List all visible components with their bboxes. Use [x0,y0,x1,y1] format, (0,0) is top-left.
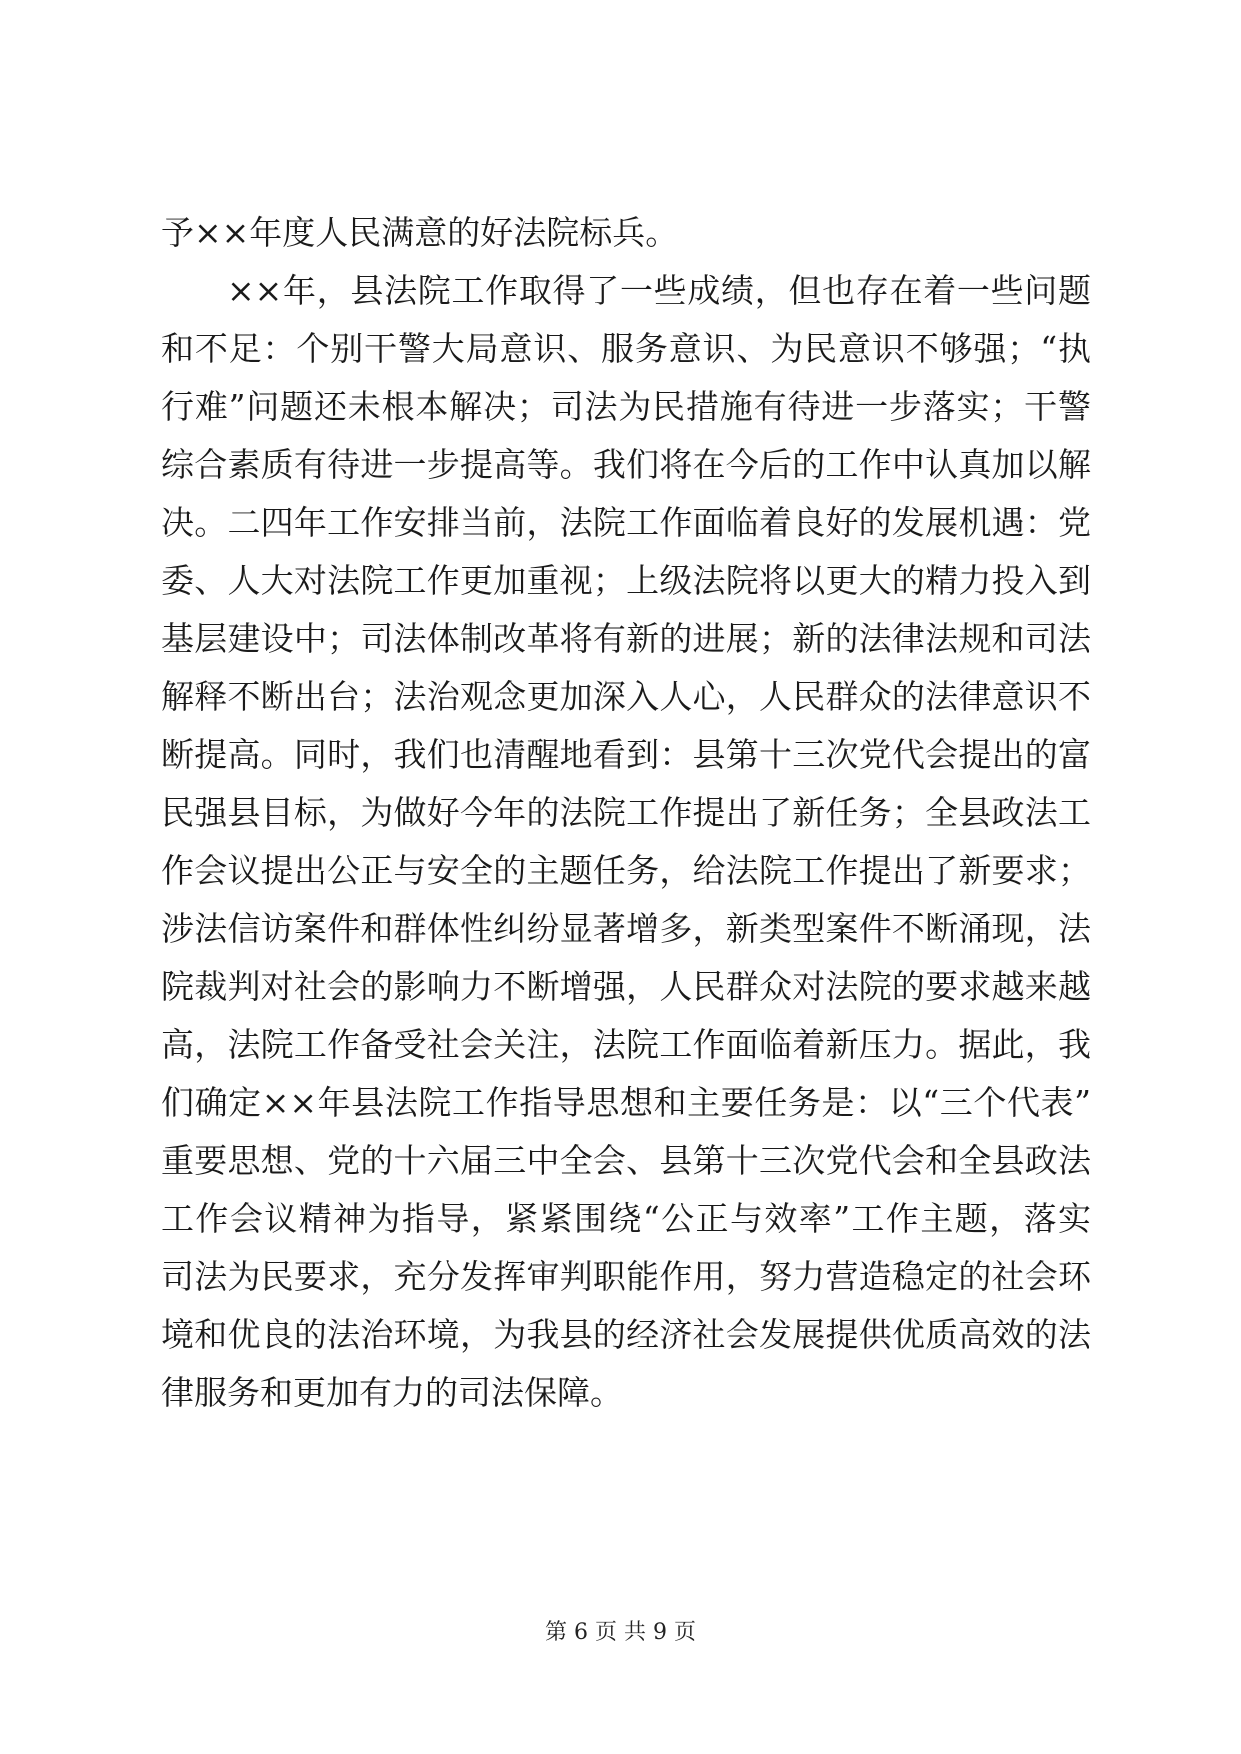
text-line-11: 民强县目标，为做好今年的法院工作提出了新任务；全县政法工 [161,793,1091,832]
text-line-12: 作会议提出公正与安全的主题任务，给法院工作提出了新要求； [161,851,1091,890]
text-line-15: 高，法院工作备受社会关注，法院工作面临着新压力。据此，我 [161,1025,1091,1064]
text-line-9: 解释不断出台；法治观念更加深入人心，人民群众的法律意识不 [161,677,1091,716]
text-line-19: 司法为民要求，充分发挥审判职能作用，努力营造稳定的社会环 [161,1257,1091,1296]
text-line-1: 予××年度人民满意的好法院标兵。 [161,213,679,252]
text-line-16: 们确定××年县法院工作指导思想和主要任务是：以“三个代表” [161,1083,1091,1122]
text-line-2: ××年，县法院工作取得了一些成绩，但也存在着一些问题 [227,271,1091,310]
text-line-14: 院裁判对社会的影响力不断增强，人民群众对法院的要求越来越 [161,967,1091,1006]
text-line-4: 行难”问题还未根本解决；司法为民措施有待进一步落实；干警 [161,387,1091,426]
text-line-18: 工作会议精神为指导，紧紧围绕“公正与效率”工作主题，落实 [161,1199,1091,1238]
page-number-footer: 第 6 页 共 9 页 [545,1620,696,1645]
text-line-7: 委、人大对法院工作更加重视；上级法院将以更大的精力投入到 [161,561,1091,600]
text-line-13: 涉法信访案件和群体性纠纷显著增多，新类型案件不断涌现，法 [161,909,1091,948]
text-line-20: 境和优良的法治环境，为我县的经济社会发展提供优质高效的法 [161,1315,1091,1354]
text-line-3: 和不足：个别干警大局意识、服务意识、为民意识不够强；“执 [161,329,1091,368]
text-line-8: 基层建设中；司法体制改革将有新的进展；新的法律法规和司法 [161,619,1091,658]
text-line-5: 综合素质有待进一步提高等。我们将在今后的工作中认真加以解 [161,445,1091,484]
text-line-17: 重要思想、党的十六届三中全会、县第十三次党代会和全县政法 [161,1141,1091,1180]
text-line-21: 律服务和更加有力的司法保障。 [161,1373,623,1412]
text-line-6: 决。二四年工作安排当前，法院工作面临着良好的发展机遇：党 [161,503,1091,542]
text-line-10: 断提高。同时，我们也清醒地看到：县第十三次党代会提出的富 [161,735,1091,774]
